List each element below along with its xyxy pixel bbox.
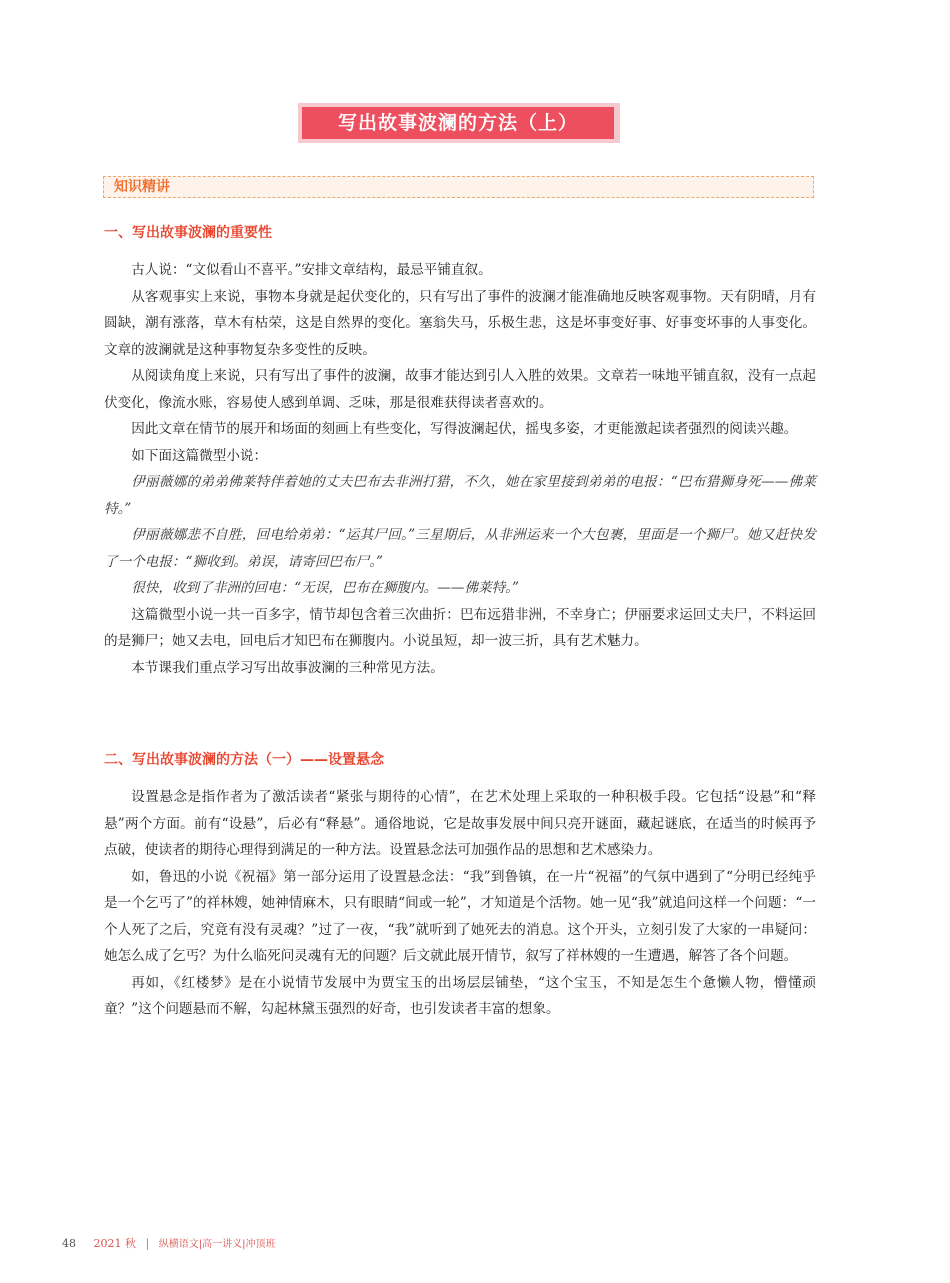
content-block-2 xyxy=(104,784,816,1023)
paragraph: 古人说：“文似看山不喜平。”安排文章结构，最忌平铺直叙。 xyxy=(131,262,492,278)
story-paragraph: 很快，收到了非洲的回电：“无误，巴布在狮腹内。——佛莱特。” xyxy=(131,580,519,596)
footer-separator: | xyxy=(145,1237,150,1250)
page-footer xyxy=(62,1235,275,1251)
paragraph: 因此文章在情节的展开和场面的刻画上有些变化，写得波澜起伏，摇曳多姿，才更能激起读者强烈的阅读兴趣。 xyxy=(131,421,798,437)
paragraph: 从阅读角度上来说，只有写出了事件的波澜，故事才能达到引人入胜的效果。文章若一味地平铺直叙，没有一点起伏变化，像流水账，容易使人感到单调、乏味，那是很难获得读者喜欢的。 xyxy=(104,368,816,411)
paragraph: 再如，《红楼梦》是在小说情节发展中为贾宝玉的出场层层铺垫，“这个宝玉，不知是怎生个惫懒人物，懵懂顽童？”这个问题悬而不解，勾起林黛玉强烈的好奇，也引发读者丰富的想象。 xyxy=(104,974,816,1017)
footer-book-title: 纵横语文|高一讲义|冲顶班 xyxy=(158,1239,276,1250)
paragraph: 设置悬念是指作者为了激活读者“紧张与期待的心情”，在艺术处理上采取的一种积极手段。它包括“设悬”和“释悬”两个方面。前有“设悬”，后必有“释悬”。通俗地说，它是故事发展中间只亮开谜面，藏起谜底，在适当的时候再予点破，使读者的期待心理得到满足的一种方法。设置悬念法可加强作品的思想和艺术感染力。 xyxy=(104,789,816,858)
content-block-1 xyxy=(104,257,816,681)
paragraph: 从客观事实上来说，事物本身就是起伏变化的，只有写出了事件的波澜才能准确地反映客观事物。天有阴晴，月有圆缺，潮有涨落，草木有枯荣，这是自然界的变化。塞翁失马，乐极生悲，这是坏事变好事、好事变坏事的人事变化。文章的波澜就是这种事物复杂多变性的反映。 xyxy=(104,288,816,358)
section-label: 知识精讲 xyxy=(114,179,170,195)
heading-method-one: 二、写出故事波澜的方法（一）——设置悬念 xyxy=(104,752,384,768)
paragraph: 本节课我们重点学习写出故事波澜的三种常见方法。 xyxy=(131,659,444,676)
paragraph: 如，鲁迅的小说《祝福》第一部分运用了设置悬念法：“我”到鲁镇，在一片“祝福”的气氛中遇到了“分明已经纯乎是一个乞丐了”的祥林嫂，她神情麻木，只有眼睛“间或一轮”，才知道是个活物。她一见“我”就追问这样一个问题：“一个人死了之后，究竟有没有灵魂？”过了一夜，“我”就听到了她死去的消息。这个开头，立刻引发了大家的一串疑问：她怎么成了乞丐？为什么临死问灵魂有无的问题？后文就此展开情节，叙写了祥林嫂的一生遭遇，解答了各个问题。 xyxy=(104,868,816,964)
page-title: 写出故事波澜的方法（上） xyxy=(302,107,614,139)
paragraph: 这篇微型小说一共一百多字，情节却包含着三次曲折：巴布远猎非洲，不幸身亡；伊丽要求运回丈夫尸，不料运回的是狮尸；她又去电，回电后才知巴布在狮腹内。小说虽短，却一波三折，具有艺术魅力。 xyxy=(104,606,816,649)
page-number: 48 xyxy=(62,1237,76,1250)
footer-year: 2021 秋 xyxy=(93,1237,136,1250)
paragraph: 如下面这篇微型小说： xyxy=(131,447,268,464)
title-banner xyxy=(298,103,620,143)
section-label-box xyxy=(103,176,814,198)
story-paragraph: 伊丽薇娜的弟弟佛莱特伴着她的丈夫巴布去非洲打猎，不久，她在家里接到弟弟的电报：“巴布猎狮身死——佛莱特。” xyxy=(104,474,816,517)
story-paragraph: 伊丽薇娜悲不自胜，回电给弟弟：“运其尸回。”三星期后，从非洲运来一个大包裹，里面是一个狮尸。她又赶快发了一个电报：“狮收到。弟误，请寄回巴布尸。” xyxy=(104,527,816,570)
heading-importance: 一、写出故事波澜的重要性 xyxy=(104,225,272,241)
